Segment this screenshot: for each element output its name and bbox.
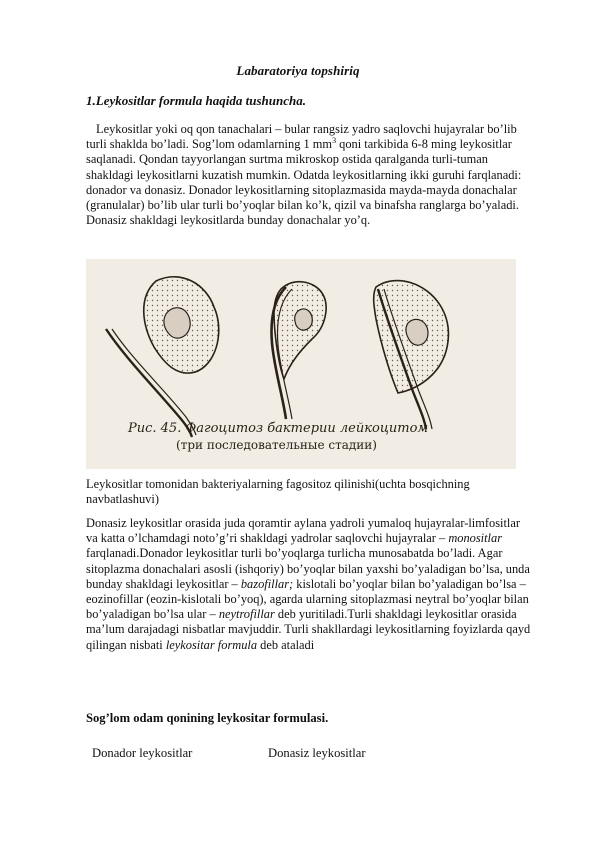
cubic-superscript: 3 bbox=[332, 136, 337, 146]
intro-text-a: Leykositlar yoki oq qon tanachalari – bular rangsiz yadro saqlovchi hujayralar bo’lib turli shaklda bo’ladi. Sog’lom odamlarning 1 mm bbox=[86, 122, 517, 152]
column-header-agranular: Donasiz leykositlar bbox=[268, 746, 366, 760]
figure-caption-ru-line1: Рис. 45. Фагоцитоз бактерии лейкоцитом bbox=[128, 421, 429, 436]
term-monositlar: monositlar bbox=[448, 531, 503, 546]
term-leykositar-formula: leykositar formula bbox=[165, 637, 258, 652]
page-title: Labaratoriya topshiriq bbox=[236, 63, 360, 78]
term-neytrofillar: neytrofillar bbox=[218, 607, 275, 622]
phagocytosis-figure bbox=[86, 259, 516, 469]
figure-caption: Leykositlar tomonidan bakteriyalarning fagositoz qilinishi(uchta bosqichning navbatlashuvi) bbox=[86, 477, 470, 507]
stage-one-cell bbox=[106, 277, 219, 437]
column-header-granular: Donador leykositlar bbox=[92, 746, 193, 760]
intro-paragraph bbox=[86, 122, 531, 228]
stage-two-cell bbox=[272, 282, 327, 419]
section-heading: 1.Leykositlar formula haqida tushuncha. bbox=[86, 93, 306, 108]
body-text-2: farqlanadi.Donador leykositlar turli bo’yoqlarga turlicha munosabatda bo’ladi. Agar sitoplazma donachalari asosli (ishqoriy) bo’yoqlar bilan yaxshi bo’yaladigan bo’lsa, unda bunday shakldagi leykositlar – bbox=[86, 546, 530, 591]
body-paragraph bbox=[86, 516, 531, 653]
phagocytosis-illustration bbox=[86, 259, 516, 469]
body-text-4: deb yuritiladi.Turli shakldagi leykositlar orasida ma’lum darajadagi nisbatlar mavjuddir. Turli shakllardagi leykositlarning foyizlarda qayd qilingan nisbati bbox=[86, 607, 531, 652]
figure-caption-ru-line2: (три последовательные стадии) bbox=[176, 438, 377, 452]
formula-heading: Sog’lom odam qonining leykositar formulasi. bbox=[86, 711, 329, 725]
body-text-3: kislotali bo’yoqlar bilan bo’yaladigan bo’lsa – eozinofillar (eozin-kislotali bo’yoq), agarda ularning sitoplazmasi neytral bo’yoqlar bilan bo’yaladigan bo’lsa ular – bbox=[86, 576, 529, 622]
body-text-5: deb ataladi bbox=[257, 637, 315, 652]
stage-three-cell bbox=[374, 281, 449, 429]
term-bazofillar: bazofillar; bbox=[240, 576, 294, 591]
body-text-1: Donasiz leykositlar orasida juda qoramtir aylana yadroli yumaloq hujayralar-limfositlar va katta o’lchamdagi noto’g’ri shakldagi yadrolar saqlovchi hujayralar – bbox=[86, 516, 520, 546]
intro-text-b: qoni tarkibida 6-8 ming leykositlar saqlanadi. Qondan tayyorlangan surtma mikroskop ostida qaralganda turli-tuman shakldagi leykositlarni kuzatish mumkin. Odatda leykositlarning ikki guruhi farqlanadi: donador va donasiz. Donador leykositlarning sitoplazmasida mayda-mayda donachalar (granulalar) bo’lib ular turli bo’yoqlar bilan ko’k, qizil va binafsha ranglarga bo’yaladi. Donasiz shakldagi leykositlarda bunday donachalar yo’q. bbox=[86, 137, 522, 228]
